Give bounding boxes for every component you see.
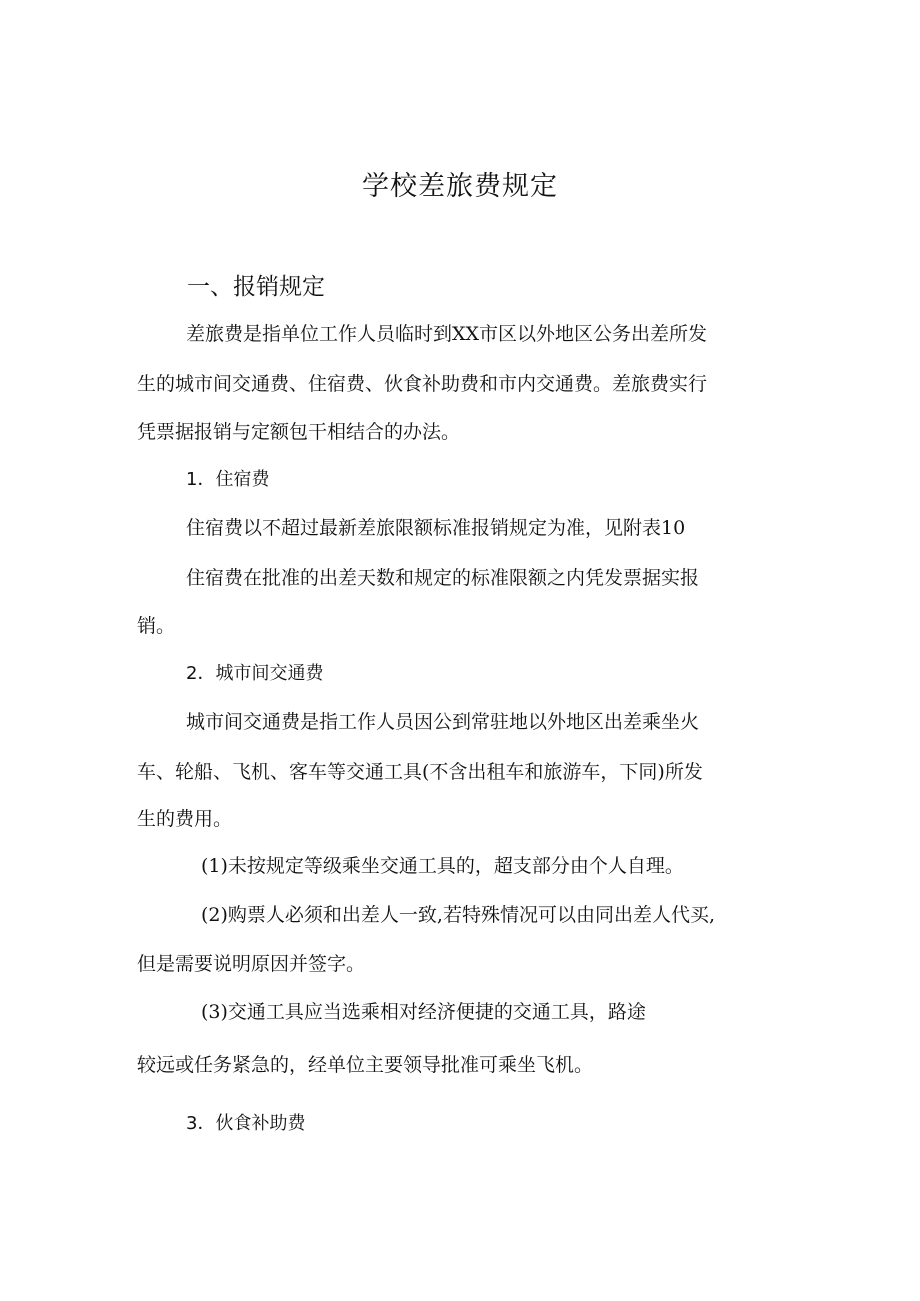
transport-rule-3: (3)交通工具应当选乘相对经济便捷的交通工具，路途 — [201, 1001, 646, 1023]
lodging-line-2: 住宿费在批准的出差天数和规定的标准限额之内凭发票据实报 — [186, 567, 700, 589]
section-heading-reimbursement: 一、报销规定 — [187, 274, 325, 300]
intro-line-2: 生的城市间交通费、住宿费、伙食补助费和市内交通费。差旅费实行 — [137, 373, 708, 395]
transport-line-3: 生的费用。 — [137, 808, 233, 830]
transport-rule-1: (1)未按规定等级乘坐交通工具的，超支部分由个人自理。 — [201, 855, 684, 877]
lodging-line-1: 住宿费以不超过最新差旅限额标准报销规定为准，见附表10 — [186, 517, 686, 539]
document-title: 学校差旅费规定 — [362, 171, 558, 202]
intro-line-1: 差旅费是指单位工作人员临时到XX市区以外地区公务出差所发 — [186, 323, 708, 345]
transport-rule-2: (2)购票人必须和出差人一致,若特殊情况可以由同出差人代买, — [201, 904, 715, 926]
transport-line-1: 城市间交通费是指工作人员因公到常驻地以外地区出差乘坐火 — [186, 711, 700, 733]
lodging-line-3: 销。 — [137, 615, 176, 637]
item-heading-lodging: 1．住宿费 — [186, 469, 270, 490]
transport-rule-3-cont: 较远或任务紧急的，经单位主要领导批准可乘坐飞机。 — [137, 1054, 594, 1076]
intro-line-3: 凭票据报销与定额包干相结合的办法。 — [137, 421, 461, 443]
item-heading-meal-allowance: 3．伙食补助费 — [186, 1113, 306, 1134]
item-heading-intercity-transport: 2．城市间交通费 — [186, 663, 324, 684]
transport-line-2: 车、轮船、飞机、客车等交通工具(不含出租车和旅游车，下同)所发 — [137, 761, 703, 783]
transport-rule-2-cont: 但是需要说明原因并签字。 — [137, 953, 366, 975]
